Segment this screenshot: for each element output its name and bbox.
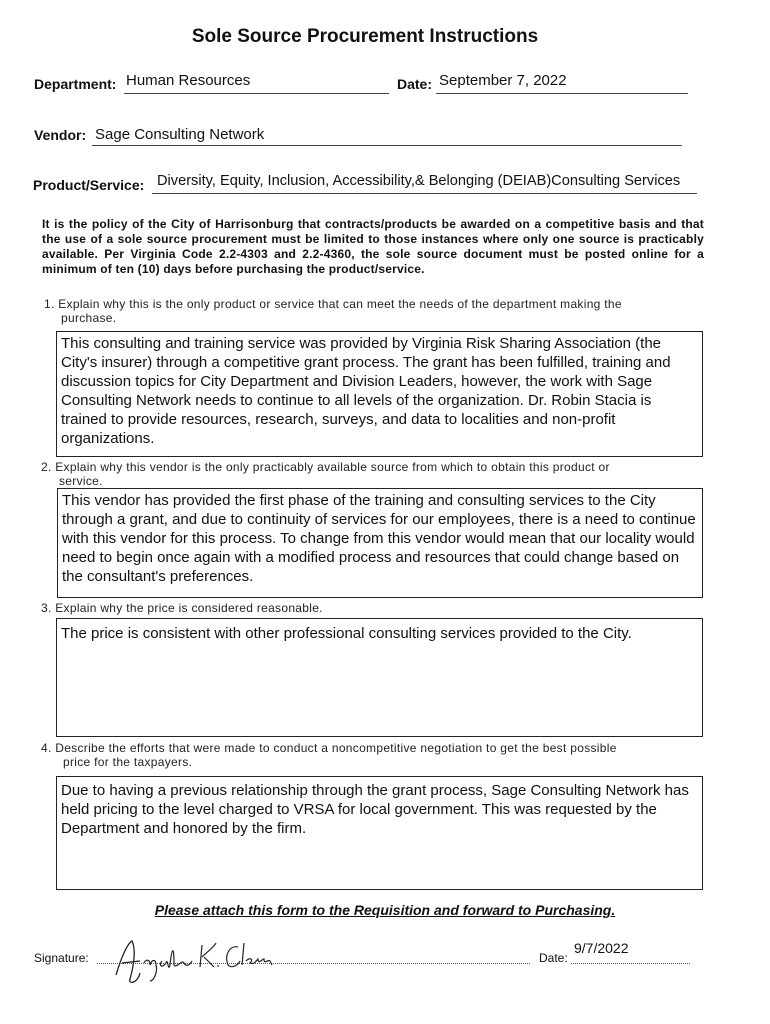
department-underline <box>124 93 389 94</box>
signature-date-value[interactable]: 9/7/2022 <box>574 940 629 956</box>
signature-label: Signature: <box>34 951 89 965</box>
question-4-prompt-line1: 4. Describe the efforts that were made to conduct a noncompetitive negotiation to get the best possible <box>41 741 617 755</box>
product-underline <box>152 193 697 194</box>
date-label: Date: <box>397 76 433 92</box>
attach-note: Please attach this form to the Requisition and forward to Purchasing. <box>154 902 616 918</box>
signature-date-underline <box>571 963 690 964</box>
date-value[interactable]: September 7, 2022 <box>439 72 567 89</box>
question-2-prompt <box>41 460 721 488</box>
question-1-prompt-line1: 1. Explain why this is the only product or service that can meet the needs of the department making the <box>44 297 622 311</box>
vendor-label: Vendor: <box>34 127 87 143</box>
question-1-prompt-line2: purchase. <box>61 311 117 325</box>
question-4-prompt-line2: price for the taxpayers. <box>63 755 193 769</box>
department-value[interactable]: Human Resources <box>126 72 251 89</box>
product-label: Product/Service: <box>33 177 145 193</box>
signature-handwritten <box>110 935 280 992</box>
page-title: Sole Source Procurement Instructions <box>191 26 539 47</box>
signature-drawing <box>110 935 280 987</box>
question-4-prompt <box>41 741 721 769</box>
question-3-answer[interactable]: The price is consistent with other professional consulting services provided to the City. <box>56 618 703 737</box>
signature-date-label: Date: <box>539 951 568 965</box>
question-2-prompt-line1: 2. Explain why this vendor is the only practicably available source from which to obtain this product or <box>41 460 610 474</box>
question-2-prompt-line2: service. <box>59 474 103 488</box>
vendor-underline <box>92 145 682 146</box>
question-3-prompt <box>41 601 721 615</box>
policy-text: It is the policy of the City of Harrisonburg that contracts/products be awarded on a competitive basis and that the use of a sole source procurement must be limited to those instances where only one source is practicably available. Per Virginia Code 2.2-4303 and 2.2-4360, the sole source document must be posted online for a minimum of ten (10) days before purchasing the product/service. <box>42 217 704 276</box>
department-label: Department: <box>34 76 117 92</box>
vendor-value[interactable]: Sage Consulting Network <box>95 126 265 143</box>
product-value[interactable]: Diversity, Equity, Inclusion, Accessibility,& Belonging (DEIAB)Consulting Services <box>157 173 681 189</box>
question-4-answer[interactable]: Due to having a previous relationship through the grant process, Sage Consulting Network has held pricing to the level charged to VRSA for local government. This was requested by the Department and honored by the firm. <box>56 776 703 890</box>
question-2-answer[interactable]: This vendor has provided the first phase of the training and consulting services to the City through a grant, and due to continuity of services for our employees, there is a need to continue with this vendor for this process. To change from this vendor would mean that our locality would need to begin once again with a modified process and resources that could change based on the consultant's preferences. <box>57 488 703 598</box>
question-3-prompt-line1: 3. Explain why the price is considered reasonable. <box>41 601 323 615</box>
question-1-prompt <box>44 297 724 325</box>
date-underline <box>436 93 688 94</box>
question-1-answer[interactable]: This consulting and training service was provided by Virginia Risk Sharing Association (the City's insurer) through a competitive grant process. The grant has been fulfilled, training and discussion topics for City Department and Division Leaders, however, the work with Sage Consulting Network needs to continue to all levels of the organization. Dr. Robin Stacia is trained to provide resources, research, surveys, and data to localities and non-profit organizations. <box>56 331 703 457</box>
